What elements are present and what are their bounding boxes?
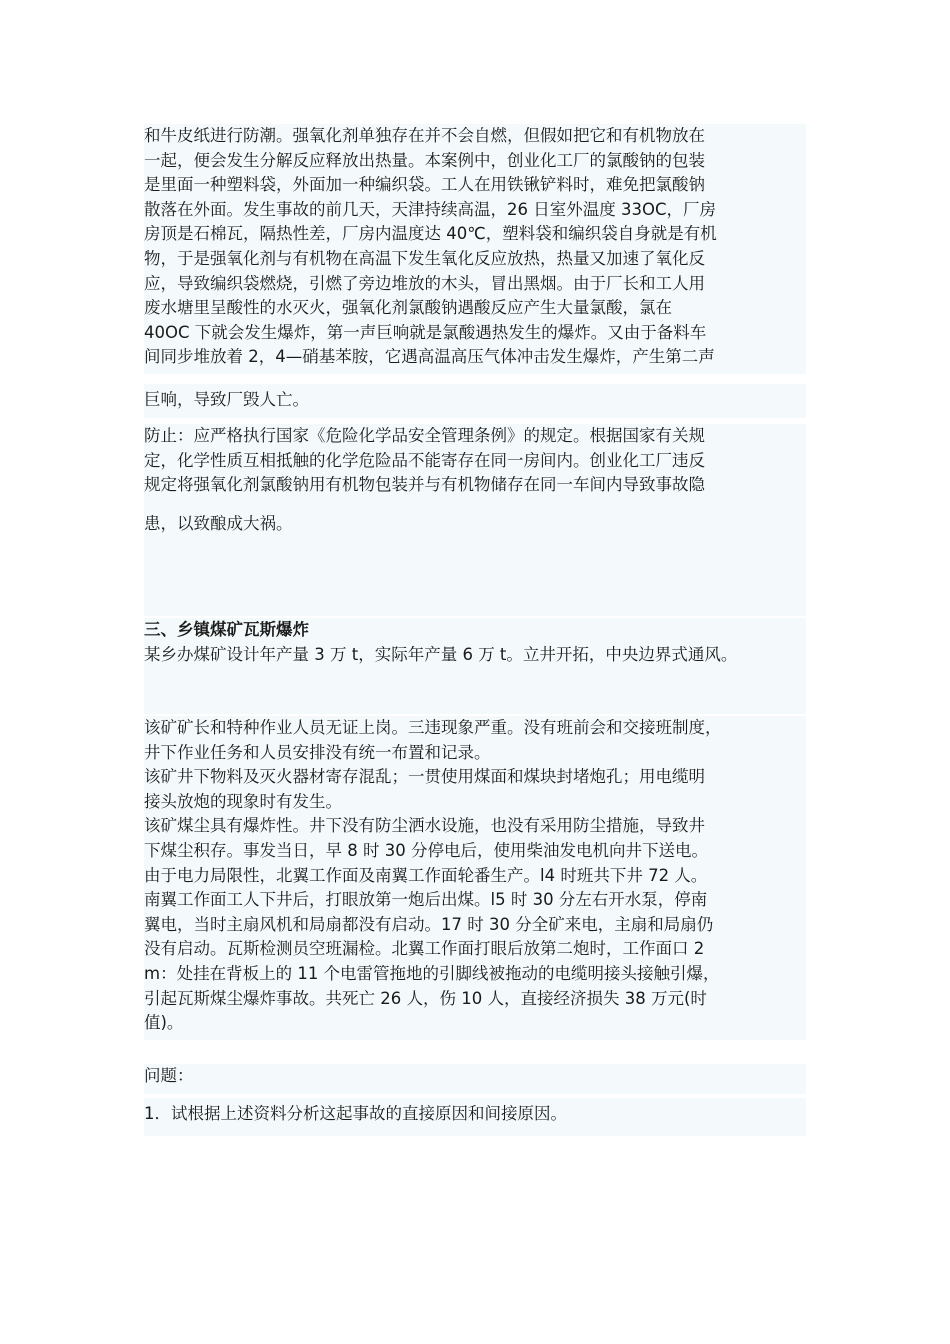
case3-body-line: 值)。 bbox=[144, 1013, 184, 1033]
prevention-paragraph bbox=[144, 424, 806, 564]
case2-line: 间同步堆放着 2，4—硝基苯胺，它遇高温高压气体冲击发生爆炸，产生第二声 bbox=[144, 347, 715, 367]
case3-header-block bbox=[144, 618, 806, 674]
prevention-line: 规定将强氧化剂氯酸钠用有机物包装并与有机物储存在同一车间内导致事故隐 bbox=[144, 475, 705, 495]
prevention-lines bbox=[144, 424, 806, 498]
case2-line: 是里面一种塑料袋，外面加一种编织袋。工人在用铁锹铲料时，难免把氯酸钠 bbox=[144, 175, 705, 195]
case3-body-line: 该矿煤尘具有爆炸性。井下没有防尘洒水设施，也没有采用防尘措施，导致井 bbox=[144, 816, 705, 836]
case3-spacer bbox=[144, 674, 806, 714]
question-label: 问题： bbox=[144, 1066, 194, 1085]
case3-body-lines bbox=[144, 716, 806, 1036]
case3-body-line: 下煤尘积存。事发当日，早 8 时 30 分停电后，使用柴油发电机向井下送电。 bbox=[144, 840, 708, 860]
case3-body-line: 接头放炮的现象时有发生。 bbox=[144, 791, 342, 811]
case2-line: 一起，便会发生分解反应释放出热量。本案例中，创业化工厂的氯酸钠的包装 bbox=[144, 150, 705, 170]
case3-body-line: 该矿井下物料及灭火器材寄存混乱；一贯使用煤面和煤块封堵炮孔；用电缆明 bbox=[144, 767, 705, 787]
case2-last-line-block bbox=[144, 384, 806, 418]
case3-body-line: 翼电，当时主扇风机和局扇都没有启动。17 时 30 分全矿来电，主扇和局扇仍 bbox=[144, 914, 714, 934]
case3-body-line: 南翼工作面工人下井后，打眼放第一炮后出煤。l5 时 30 分左右开水泵，停南 bbox=[144, 890, 708, 910]
case3-intro: 某乡办煤矿设计年产量 3 万 t，实际年产量 6 万 t。立井开拓，中央边界式通风。 bbox=[144, 644, 738, 664]
case3-body-line: 由于电力局限性，北翼工作面及南翼工作面轮番生产。l4 时班共下井 72 人。 bbox=[144, 865, 708, 885]
question-1-block bbox=[144, 1098, 806, 1136]
case3-body-line: m：处挂在背板上的 11 个电雷管拖地的引脚线被拖动的电缆明接头接触引爆， bbox=[144, 963, 720, 983]
case2-line: 房顶是石棉瓦，隔热性差，厂房内温度达 40℃，塑料袋和编织袋自身就是有机 bbox=[144, 224, 717, 244]
case2-paragraph bbox=[144, 124, 806, 374]
prevention-line: 防止：应严格执行国家《危险化学品安全管理条例》的规定。根据国家有关规 bbox=[144, 426, 705, 445]
question-1: 1．试根据上述资料分析这起事故的直接原因和间接原因。 bbox=[144, 1104, 567, 1123]
case3-body-line: 该矿矿长和特种作业人员无证上岗。三违现象严重。没有班前会和交接班制度， bbox=[144, 718, 722, 737]
case2-lines bbox=[144, 124, 806, 370]
spacer-block bbox=[144, 564, 806, 616]
case2-line: 物，于是强氧化剂与有机物在高温下发生氧化反应放热，热量又加速了氧化反 bbox=[144, 248, 705, 268]
case2-line: 应，导致编织袋燃烧，引燃了旁边堆放的木头，冒出黑烟。由于厂长和工人用 bbox=[144, 273, 705, 293]
case3-body bbox=[144, 716, 806, 1040]
case3-body-line: 没有启动。瓦斯检测员空班漏检。北翼工作面打眼后放第二炮时，工作面口 2 bbox=[144, 939, 705, 959]
case3-heading: 三、乡镇煤矿瓦斯爆炸 bbox=[144, 620, 309, 639]
prevention-last-line: 患，以致酿成大祸。 bbox=[144, 513, 293, 533]
case2-line: 和牛皮纸进行防潮。强氧化剂单独存在并不会自燃，但假如把它和有机物放在 bbox=[144, 126, 705, 145]
case2-line: 废水塘里呈酸性的水灭火，强氧化剂氯酸钠遇酸反应产生大量氯酸，氯在 bbox=[144, 298, 672, 318]
case3-body-line: 引起瓦斯煤尘爆炸事故。共死亡 26 人，伤 10 人，直接经济损失 38 万元(时 bbox=[144, 988, 707, 1008]
case2-last-line: 巨响，导致厂毁人亡。 bbox=[144, 390, 309, 409]
case2-line: 40OC 下就会发生爆炸，第一声巨响就是氯酸遇热发生的爆炸。又由于备料车 bbox=[144, 322, 707, 342]
question-label-block bbox=[144, 1064, 806, 1094]
case3-body-line: 井下作业任务和人员安排没有统一布置和记录。 bbox=[144, 742, 491, 762]
prevention-line: 定，化学性质互相抵触的化学危险品不能寄存在同一房间内。创业化工厂违反 bbox=[144, 450, 705, 470]
case2-line: 散落在外面。发生事故的前几天，天津持续高温，26 日室外温度 33OC，厂房 bbox=[144, 199, 716, 219]
